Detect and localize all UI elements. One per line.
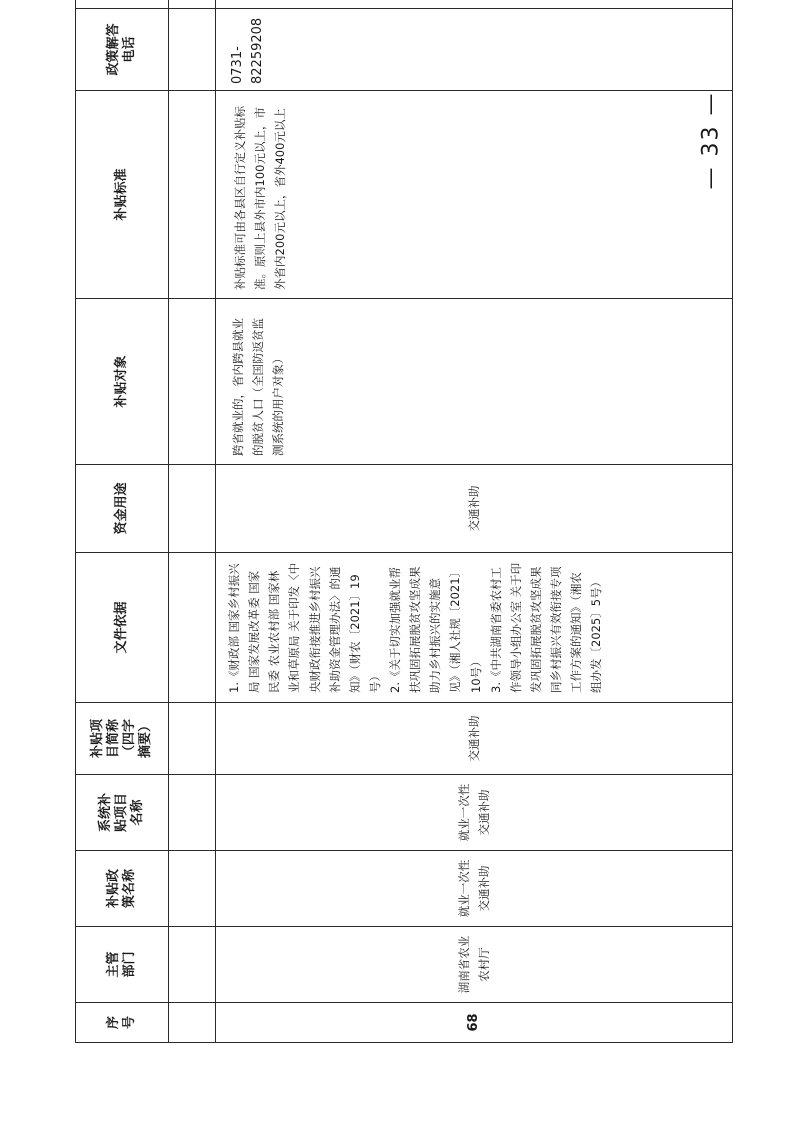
page-number-text: — 33 — <box>698 91 724 190</box>
header-basis: 文件依据 <box>76 553 169 703</box>
header-policy: 补贴政策名称 <box>76 851 169 927</box>
header-remark <box>76 0 169 9</box>
cell-dept: 湖南省农业农村厅 <box>216 927 733 1003</box>
cell-policy: 就业一次性交通补助 <box>216 851 733 927</box>
basis-item-1: 1.《财政部 国家乡村振兴局 国家发展改革委 国家民委 农业农村部 国家林业和草原局 关于印发〈中央财政衔接推进乡村振兴补助资金管理办法〉的通知》（财农〔2021〕19号） <box>227 562 382 693</box>
rotated-page-content <box>75 17 733 1043</box>
header-row <box>76 0 169 1043</box>
cell-target: 跨省就业的，省内跨县就业的脱贫人口（全国防返贫监测系统的用户对象） <box>216 299 733 465</box>
header-phone: 政策解答电话 <box>76 9 169 91</box>
header-standard: 补贴标准 <box>76 91 169 299</box>
header-seq: 序号 <box>76 1003 169 1043</box>
table-row <box>216 0 733 1043</box>
header-abbr: 补贴项目简称（四字摘要） <box>76 703 169 775</box>
cell-seq: 68 <box>216 1003 733 1043</box>
header-usage: 资金用途 <box>76 465 169 553</box>
header-target: 补贴对象 <box>76 299 169 465</box>
basis-item-3: 3.《中共湖南省委农村工作领导小组办公室 关于印发巩固拓展脱贫攻坚成果同乡村振兴有效衔接专项工作方案的通知》（湘农组办发〔2025〕5号） <box>488 562 604 693</box>
cell-remark <box>216 0 733 9</box>
basis-item-2: 2.《关于切实加强就业帮扶巩固拓展脱贫攻坚成果助力乡村振兴的实施意见》（湘人社规〔2021〕10号） <box>388 565 483 693</box>
header-system: 系统补贴项目名称 <box>76 775 169 851</box>
cell-usage: 交通补助 <box>216 465 733 553</box>
cell-standard: 补贴标准可由各县区自行定义补贴标准。原则上县外市内100元以上，市外省内200元以上，省外400元以上 <box>216 91 733 299</box>
subsidy-policy-table <box>75 0 733 1043</box>
cell-system: 就业一次性交通补助 <box>216 775 733 851</box>
cell-abbr: 交通补助 <box>216 703 733 775</box>
table-row-blank <box>169 0 216 1043</box>
header-dept: 主管部门 <box>76 927 169 1003</box>
cell-basis <box>216 553 733 703</box>
cell-phone: 0731-82259208 <box>216 9 733 91</box>
